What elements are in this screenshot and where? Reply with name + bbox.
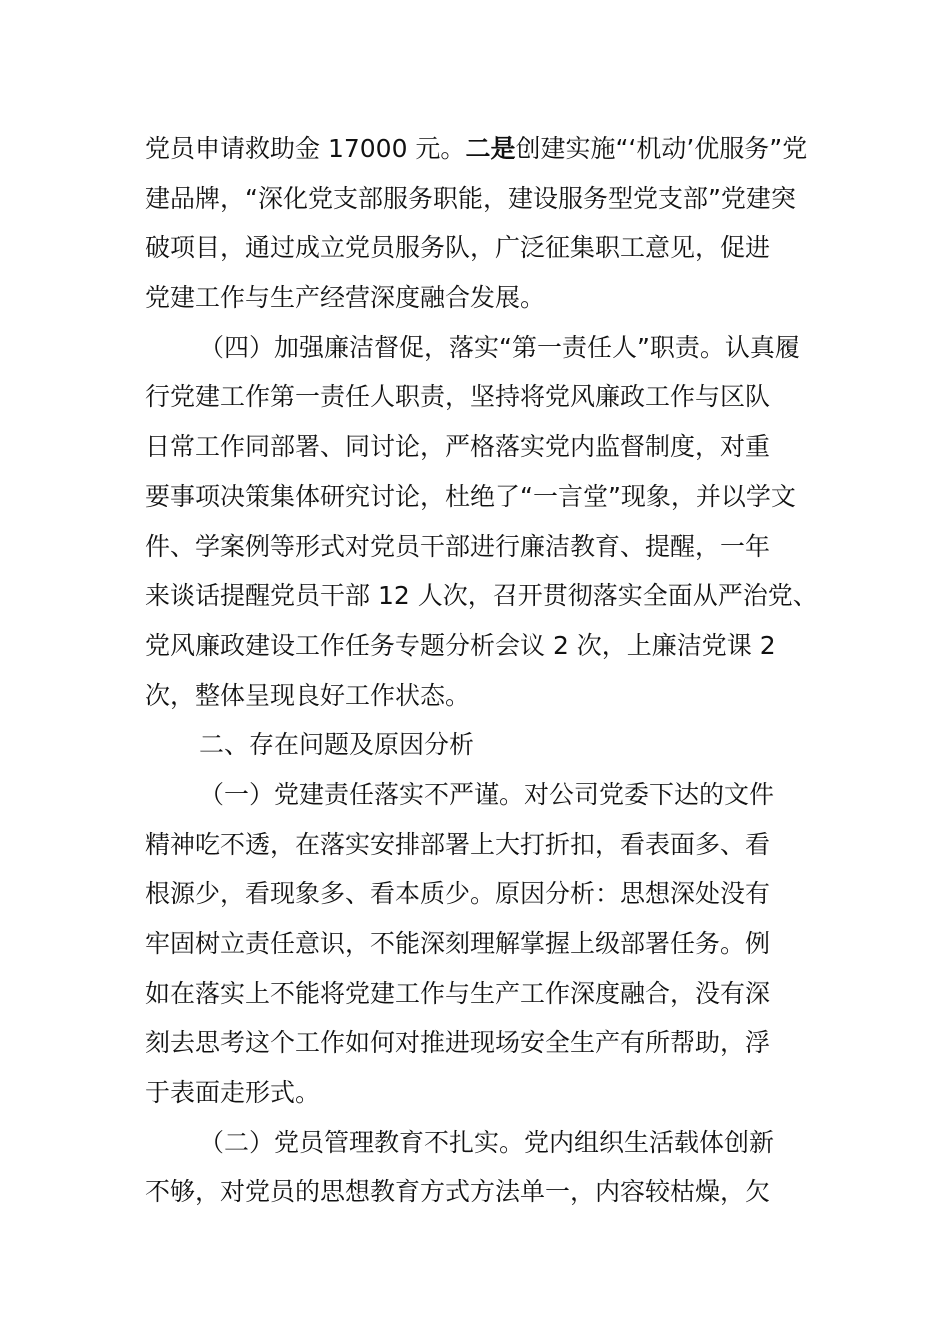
text-line: 精神吃不透，在落实安排部署上大打折扣，看表面多、看 xyxy=(145,829,771,859)
text-line: 于表面走形式。 xyxy=(145,1078,321,1108)
text-line: 如在落实上不能将党建工作与生产工作深度融合，没有深 xyxy=(145,978,771,1008)
text-line: 来谈话提醒党员干部 12 人次，召开贯彻落实全面从严治党、 xyxy=(145,581,818,611)
text-line: 建品牌，“深化党支部服务职能，建设服务型党支部”党建突 xyxy=(145,183,796,213)
text-line: 破项目，通过成立党员服务队，广泛征集职工意见，促进 xyxy=(145,233,771,263)
text-line: 党风廉政建设工作任务专题分析会议 2 次，上廉洁党课 2 xyxy=(145,630,776,660)
bold-label: 二是 xyxy=(465,134,516,163)
paragraph-heading: （一）党建责任落实不严谨。对公司党委下达的文件 xyxy=(199,779,775,809)
text-line: 牢固树立责任意识，不能深刻理解掌握上级部署任务。例 xyxy=(145,929,771,958)
text-line: 根源少，看现象多、看本质少。原因分析：思想深处没有 xyxy=(145,879,771,909)
text-line: 刻去思考这个工作如何对推进现场安全生产有所帮助，浮 xyxy=(145,1028,771,1058)
text-line: 件、学案例等形式对党员干部进行廉洁教育、提醒，一年 xyxy=(145,531,771,561)
text-line: 行党建工作第一责任人职责，坚持将党风廉政工作与区队 xyxy=(145,382,771,412)
section-heading: 二、存在问题及原因分析 xyxy=(199,730,475,760)
paragraph-heading: （四）加强廉洁督促，落实“第一责任人”职责。认真履 xyxy=(199,332,800,362)
text-line: 要事项决策集体研究讨论，杜绝了“一言堂”现象，并以学文 xyxy=(145,481,796,511)
paragraph-heading: （二）党员管理教育不扎实。党内组织生活载体创新 xyxy=(199,1127,775,1157)
text-line: 不够，对党员的思想教育方式方法单一，内容较枯燥，欠 xyxy=(145,1177,771,1207)
text-line: 日常工作同部署、同讨论，严格落实党内监督制度，对重 xyxy=(145,432,771,462)
text-line: 党建工作与生产经营深度融合发展。 xyxy=(145,283,546,313)
text-line: 次，整体呈现良好工作状态。 xyxy=(145,680,471,710)
document-body xyxy=(145,124,825,1217)
text-line: 党员申请救助金 17000 元。二是创建实施“‘机动’优服务”党 xyxy=(145,134,808,163)
